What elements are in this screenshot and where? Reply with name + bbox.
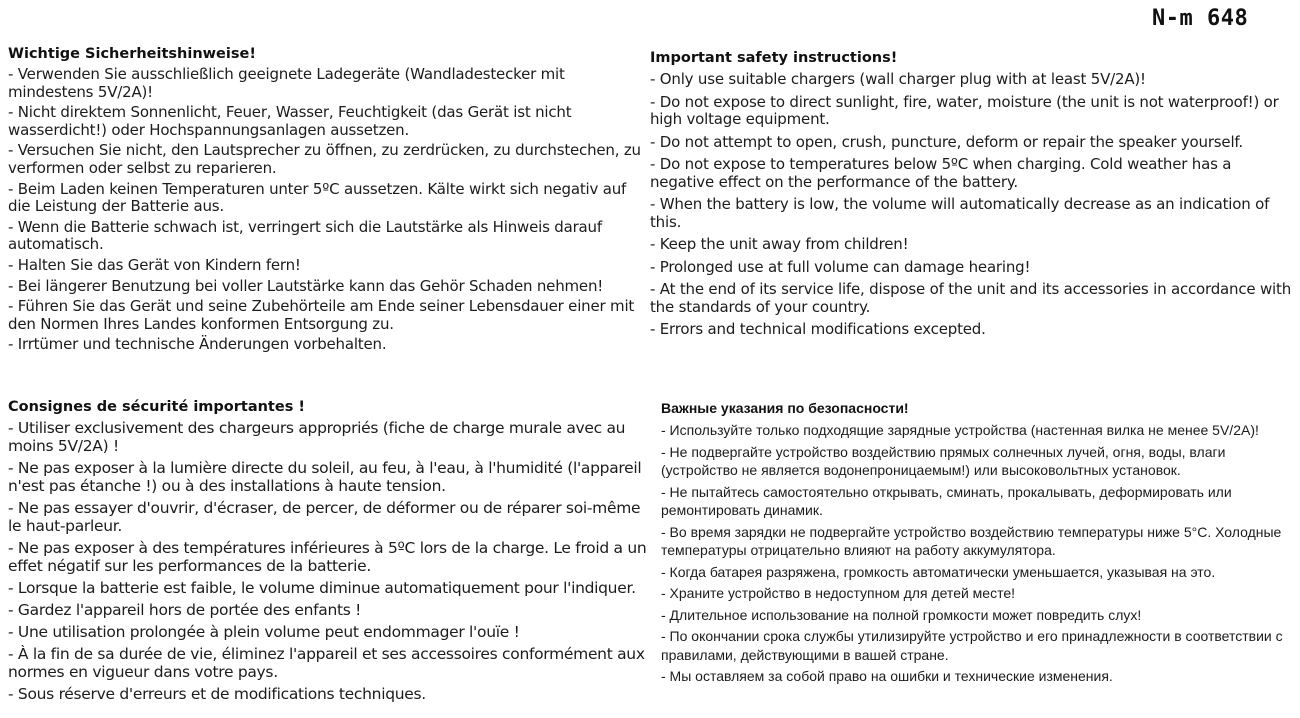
instruction-item: - Utiliser exclusivement des chargeurs appropriés (fiche de charge murale avec au moins 5V/2A) ! <box>8 419 626 455</box>
instruction-item: - Не пытайтесь самостоятельно открывать, сминать, прокалывать, деформировать или ремонтировать динамик. <box>661 483 1232 518</box>
section-title-french: Consignes de sécurité importantes ! <box>8 399 305 415</box>
instruction-item: - Не подвергайте устройство воздействию прямых солнечных лучей, огня, воды, влаги (устройство не является водонепроницаемым!) или высоковольтных установок. <box>661 443 1226 478</box>
instruction-list-english <box>650 71 1295 339</box>
instruction-item: - Во время зарядки не подвергайте устройство воздействию температуры ниже 5°С. Холодные температуры отрицательно влияют на работу аккумулятора. <box>661 523 1282 558</box>
instruction-item: - Do not expose to temperatures below 5ºC when charging. Cold weather has a negative effect on the performance of the battery. <box>650 155 1232 191</box>
instruction-item: - Используйте только подходящие зарядные устройства (настенная вилка не менее 5V/2A)! <box>661 422 1259 438</box>
instruction-item: - Only use suitable chargers (wall charger plug with at least 5V/2A)! <box>650 70 1146 88</box>
safety-section-french <box>8 397 653 707</box>
instruction-item: - Ne pas exposer à la lumière directe du soleil, au feu, à l'eau, à l'humidité (l'appareil n'est pas étanche !) ou à des installations à haute tension. <box>8 459 642 495</box>
section-title-russian: Важные указания по безопасности! <box>661 400 909 416</box>
instruction-item: - Beim Laden keinen Temperaturen unter 5ºC aussetzen. Kälte wirkt sich negativ auf die Leistung der Batterie aus. <box>8 179 627 216</box>
instruction-item: - Wenn die Batterie schwach ist, verringert sich die Lautstärke als Hinweis darauf automatisch. <box>8 217 602 254</box>
instruction-item: - Gardez l'appareil hors de portée des enfants ! <box>8 601 362 619</box>
section-title-german: Wichtige Sicherheitshinweise! <box>8 46 256 62</box>
instruction-item: - Prolonged use at full volume can damage hearing! <box>650 257 1031 276</box>
instruction-item: - Irrtümer und technische Änderungen vorbehalten. <box>8 335 387 354</box>
instruction-list-french <box>8 419 653 703</box>
instruction-item: - À la fin de sa durée de vie, éliminez l'appareil et ses accessoires conformément aux normes en vigueur dans votre pays. <box>8 645 645 681</box>
instruction-item: - Ne pas essayer d'ouvrir, d'écraser, de percer, de déformer ou de réparer soi-même le haut-parleur. <box>8 499 641 535</box>
instruction-item: - Une utilisation prolongée à plein volume peut endommager l'ouïe ! <box>8 623 520 641</box>
safety-section-russian <box>661 398 1296 689</box>
instruction-item: - When the battery is low, the volume will automatically decrease as an indication of this. <box>650 195 1270 231</box>
instruction-item: - Когда батарея разряжена, громкость автоматически уменьшается, указывая на это. <box>661 563 1216 580</box>
instruction-item: - Do not attempt to open, crush, puncture, deform or repair the speaker yourself. <box>650 132 1243 151</box>
instruction-item: - Мы оставляем за собой право на ошибки и технические изменения. <box>661 668 1113 684</box>
model-code: N-m 648 <box>1152 6 1249 31</box>
instruction-item: - Keep the unit away from children! <box>650 235 909 253</box>
instruction-item: - Ne pas exposer à des températures inférieures à 5ºC lors de la charge. Le froid a un effet négatif sur les performances de la batterie. <box>8 539 647 575</box>
instruction-list-german <box>8 66 643 354</box>
instruction-item: - Sous réserve d'erreurs et de modifications techniques. <box>8 685 426 703</box>
instruction-item: - Errors and technical modifications excepted. <box>650 320 986 338</box>
instruction-item: - Bei längerer Benutzung bei voller Lautstärke kann das Gehör Schaden nehmen! <box>8 276 604 295</box>
instruction-item: - По окончании срока службы утилизируйте устройство и его принадлежности в соответствии с правилами, действующими в вашей стране. <box>661 628 1283 663</box>
instruction-item: - Lorsque la batterie est faible, le volume diminue automatiquement pour l'indiquer. <box>8 579 636 597</box>
instruction-item: - Führen Sie das Gerät und seine Zubehörteile am Ende seiner Lebensdauer einer mit den Normen Ihres Landes konformen Entsorgung zu. <box>8 297 635 333</box>
instruction-item: - Halten Sie das Gerät von Kindern fern! <box>8 255 301 274</box>
instruction-item: - Versuchen Sie nicht, den Lautsprecher zu öffnen, zu zerdrücken, zu durchstechen, zu verformen oder selbst zu reparieren. <box>8 141 641 177</box>
instruction-item: - Do not expose to direct sunlight, fire, water, moisture (the unit is not waterproof!) or high voltage equipment. <box>650 92 1279 128</box>
instruction-item: - Длительное использование на полной громкости может повредить слух! <box>661 606 1142 623</box>
instruction-item: - Nicht direktem Sonnenlicht, Feuer, Wasser, Feuchtigkeit (das Gerät ist nicht wasserdicht!) oder Hochspannungsanlagen aussetzen. <box>8 103 572 139</box>
safety-section-english <box>650 48 1295 344</box>
safety-section-german <box>8 44 643 357</box>
instruction-item: - At the end of its service life, dispose of the unit and its accessories in accordance with the standards of your country. <box>650 280 1292 316</box>
section-title-english: Important safety instructions! <box>650 50 898 66</box>
instruction-item: - Verwenden Sie ausschließlich geeignete Ladegeräte (Wandladestecker mit mindestens 5V/2A)! <box>8 65 565 101</box>
instruction-item: - Храните устройство в недоступном для детей месте! <box>661 585 1016 601</box>
instruction-list-russian <box>661 421 1296 686</box>
